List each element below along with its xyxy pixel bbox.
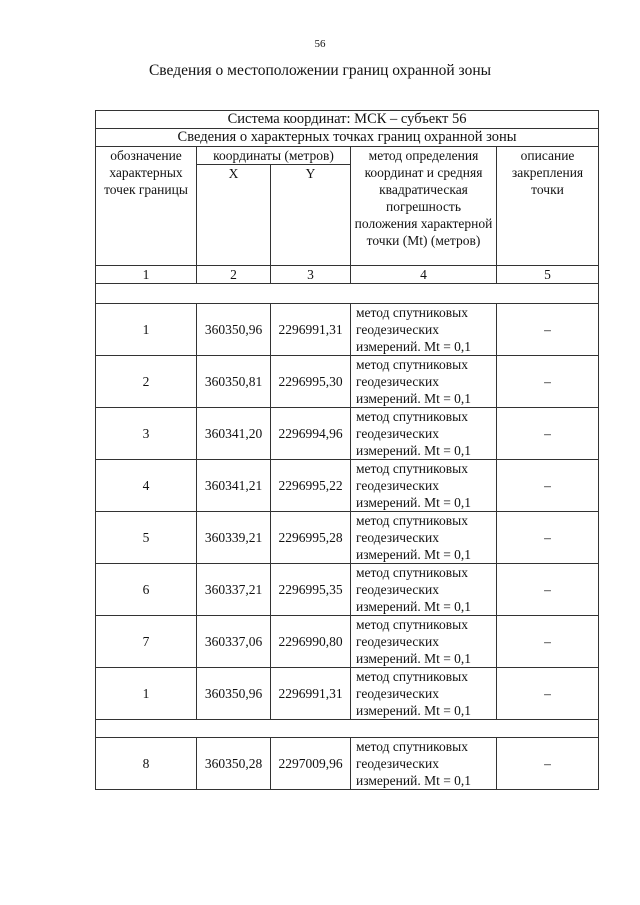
header-method: метод определения координат и средняя квадратическая погрешность положения характерной точки (Mt) (метров): [351, 147, 497, 266]
y-coordinate: 2296990,80: [271, 616, 351, 668]
document-title: Сведения о местоположении границ охранной зоны: [148, 62, 492, 79]
method-cell: метод спутниковых геодезических измерений. Mt = 0,1: [351, 564, 497, 616]
coordinate-system-banner: Система координат: МСК – субъект 56: [96, 111, 599, 129]
x-coordinate: 360337,21: [197, 564, 271, 616]
method-cell: метод спутниковых геодезических измерений. Mt = 0,1: [351, 616, 497, 668]
description-cell: –: [497, 512, 599, 564]
header-x: X: [197, 165, 271, 266]
y-coordinate: 2296991,31: [271, 304, 351, 356]
y-coordinate: 2296995,35: [271, 564, 351, 616]
page-number: 56: [314, 38, 326, 50]
header-designation: обозначение характерных точек границы: [96, 147, 197, 266]
method-cell: метод спутниковых геодезических измерений. Mt = 0,1: [351, 304, 497, 356]
table-row: [96, 738, 599, 790]
table-row: [96, 356, 599, 408]
column-number: 4: [351, 266, 497, 284]
x-coordinate: 360350,96: [197, 304, 271, 356]
method-cell: метод спутниковых геодезических измерений. Mt = 0,1: [351, 512, 497, 564]
table-row: [96, 460, 599, 512]
y-coordinate: 2296994,96: [271, 408, 351, 460]
spacer-cell: [96, 284, 599, 304]
point-label: 5: [96, 512, 197, 564]
table-row: [96, 408, 599, 460]
description-cell: –: [497, 668, 599, 720]
column-number: 1: [96, 266, 197, 284]
spacer-cell: [96, 720, 599, 738]
spacer-row: [96, 720, 599, 738]
description-cell: –: [497, 616, 599, 668]
point-label: 1: [96, 668, 197, 720]
point-label: 7: [96, 616, 197, 668]
column-number: 5: [497, 266, 599, 284]
description-cell: –: [497, 356, 599, 408]
point-label: 8: [96, 738, 197, 790]
header-y: Y: [271, 165, 351, 266]
header-coordinates: координаты (метров): [197, 147, 351, 165]
method-cell: метод спутниковых геодезических измерений. Mt = 0,1: [351, 356, 497, 408]
y-coordinate: 2296995,30: [271, 356, 351, 408]
x-coordinate: 360350,28: [197, 738, 271, 790]
y-coordinate: 2296995,22: [271, 460, 351, 512]
x-coordinate: 360337,06: [197, 616, 271, 668]
method-cell: метод спутниковых геодезических измерений. Mt = 0,1: [351, 668, 497, 720]
point-label: 2: [96, 356, 197, 408]
table-row: [96, 304, 599, 356]
point-label: 1: [96, 304, 197, 356]
point-label: 4: [96, 460, 197, 512]
x-coordinate: 360339,21: [197, 512, 271, 564]
point-label: 3: [96, 408, 197, 460]
method-cell: метод спутниковых геодезических измерений. Mt = 0,1: [351, 408, 497, 460]
point-label: 6: [96, 564, 197, 616]
table-row: [96, 616, 599, 668]
y-coordinate: 2297009,96: [271, 738, 351, 790]
header-description: описание закрепления точки: [497, 147, 599, 266]
y-coordinate: 2296995,28: [271, 512, 351, 564]
column-number: 2: [197, 266, 271, 284]
x-coordinate: 360350,96: [197, 668, 271, 720]
boundary-points-table: [95, 110, 599, 790]
description-cell: –: [497, 460, 599, 512]
spacer-row: [96, 284, 599, 304]
description-cell: –: [497, 564, 599, 616]
method-cell: метод спутниковых геодезических измерений. Mt = 0,1: [351, 460, 497, 512]
x-coordinate: 360341,20: [197, 408, 271, 460]
x-coordinate: 360341,21: [197, 460, 271, 512]
method-cell: метод спутниковых геодезических измерений. Mt = 0,1: [351, 738, 497, 790]
table-row: [96, 564, 599, 616]
description-cell: –: [497, 408, 599, 460]
description-cell: –: [497, 738, 599, 790]
column-number: 3: [271, 266, 351, 284]
y-coordinate: 2296991,31: [271, 668, 351, 720]
table-row: [96, 668, 599, 720]
table-subtitle: Сведения о характерных точках границ охранной зоны: [96, 129, 599, 147]
table-row: [96, 512, 599, 564]
x-coordinate: 360350,81: [197, 356, 271, 408]
description-cell: –: [497, 304, 599, 356]
